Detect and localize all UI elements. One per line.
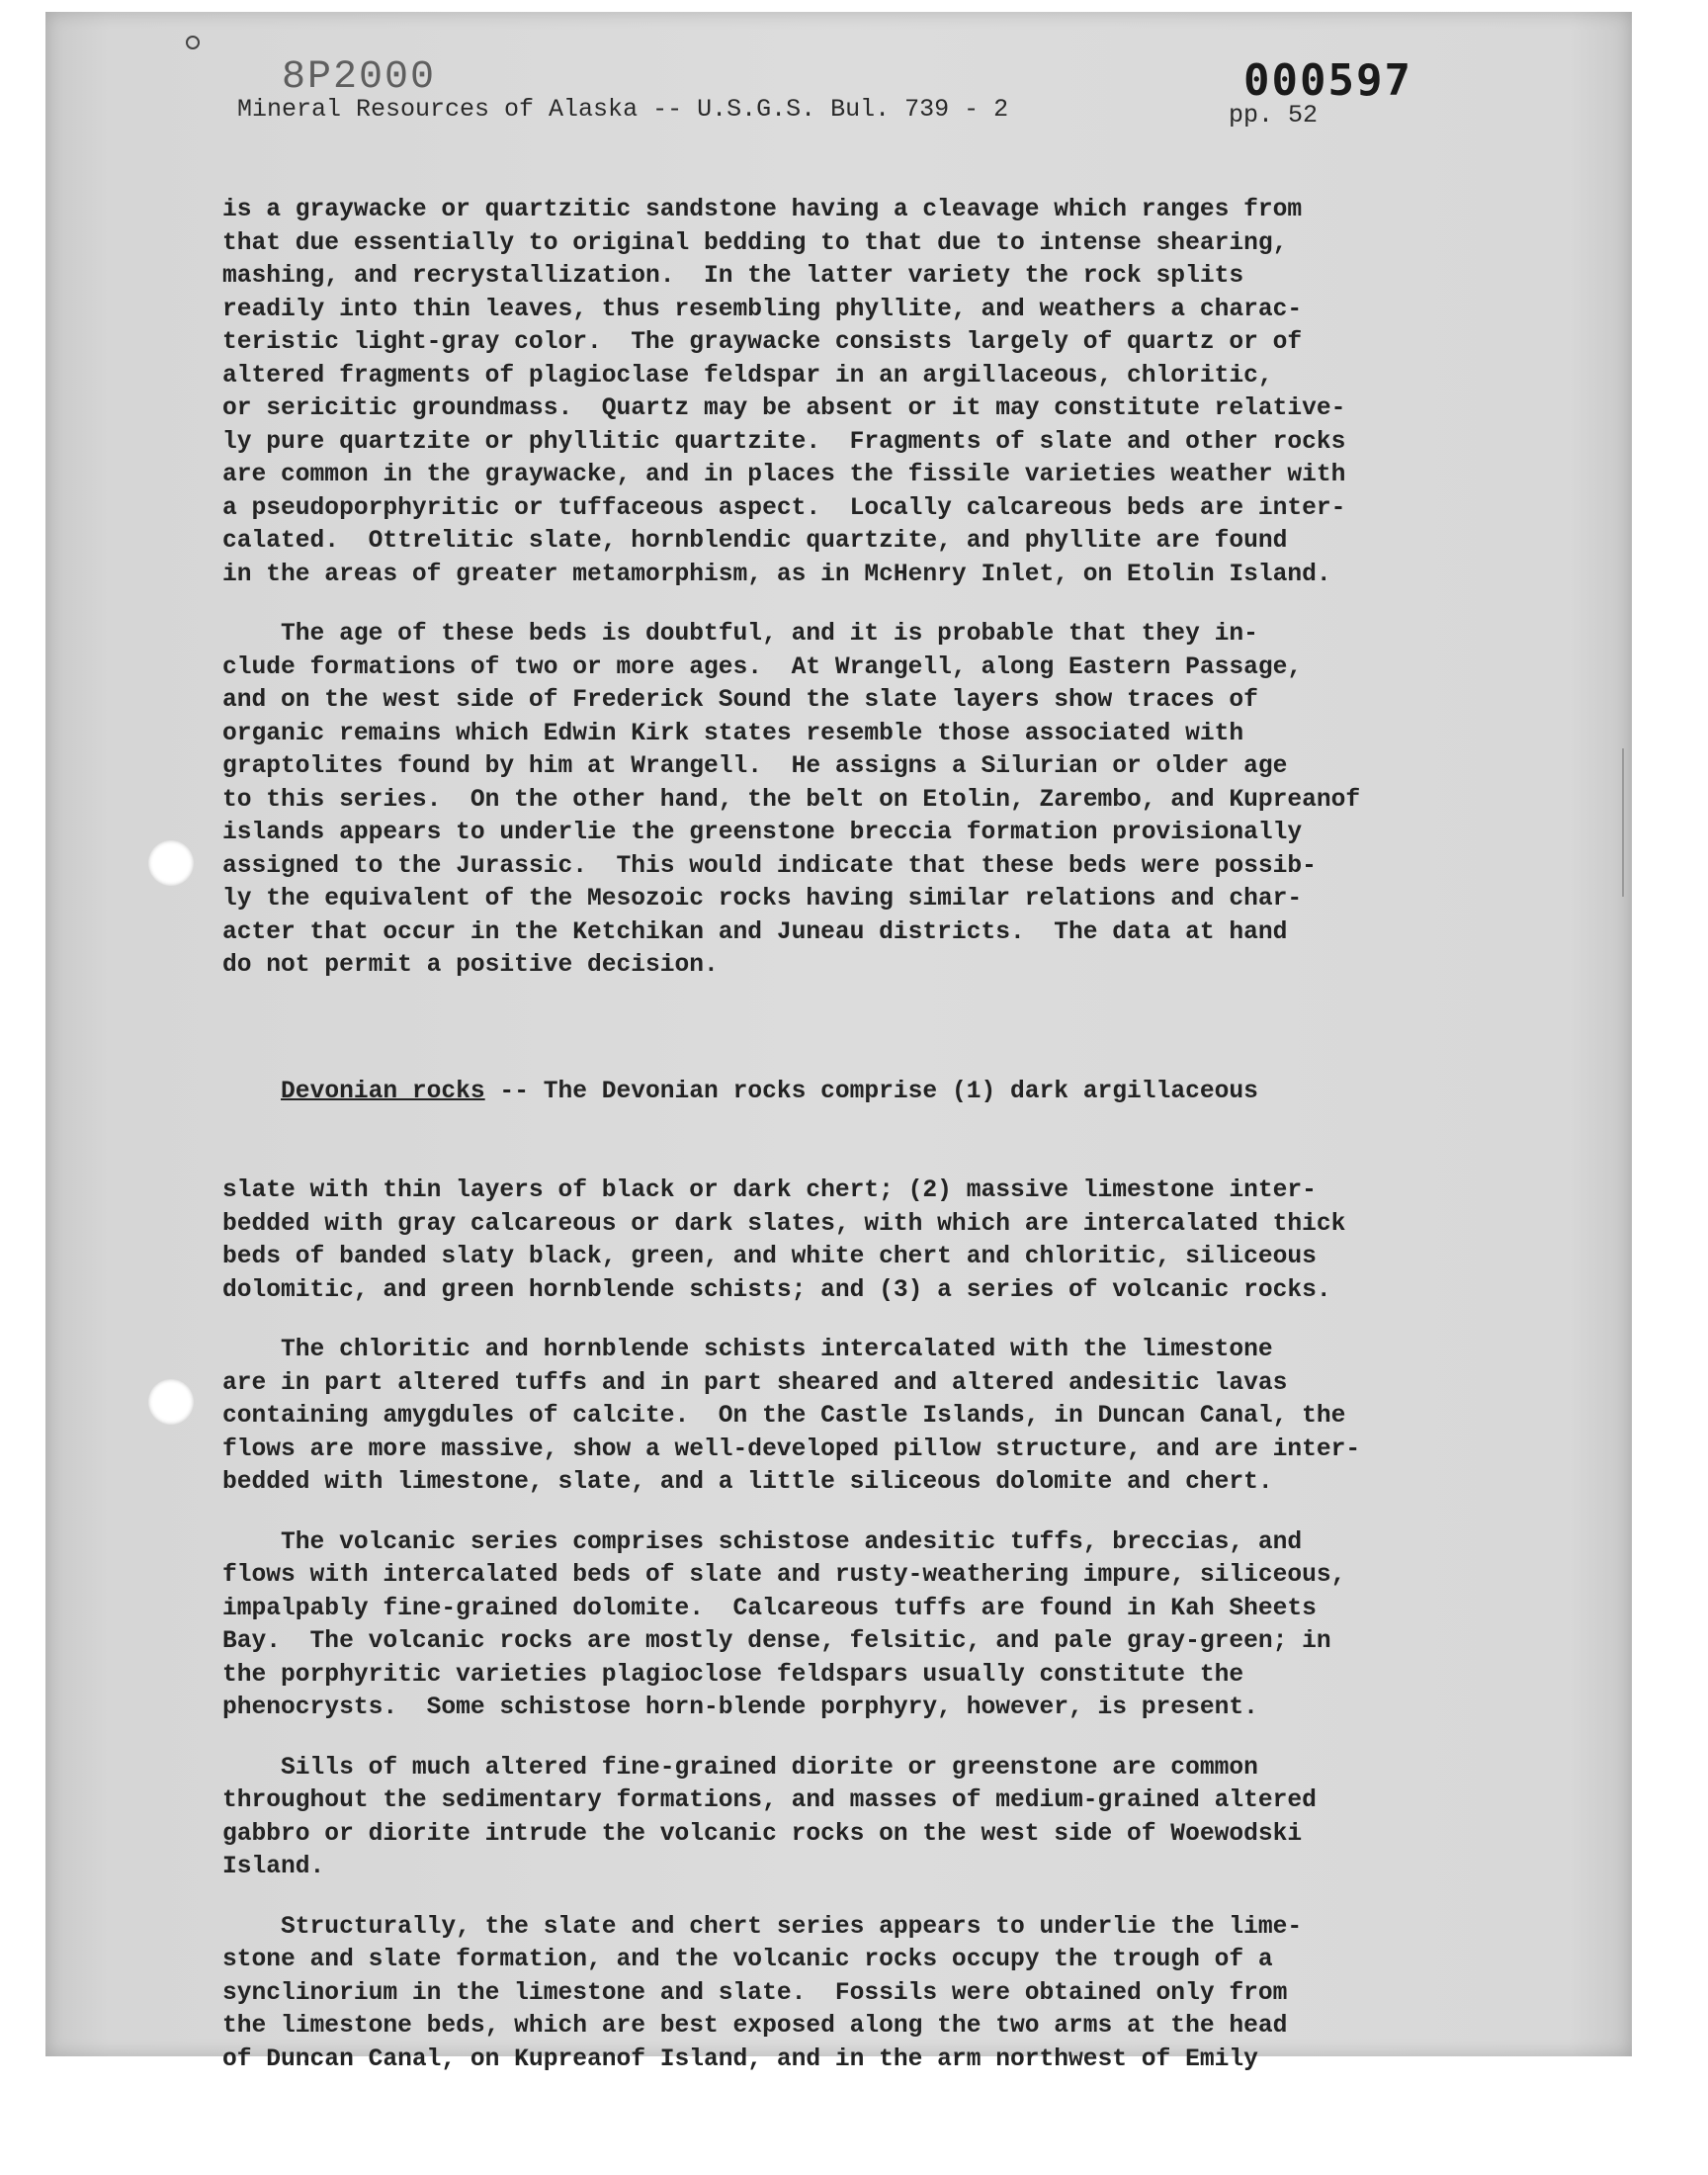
paragraph <box>222 618 1547 983</box>
paragraph <box>222 194 1547 591</box>
paragraph-line: bedded with limestone, slate, and a little siliceous dolomite and chert. <box>222 1469 1273 1496</box>
paragraph-line: beds of banded slaty black, green, and white chert and chloritic, siliceous <box>222 1244 1317 1270</box>
paragraph-line: The volcanic series comprises schistose andesitic tuffs, breccias, and <box>222 1528 1303 1556</box>
paragraph-line: or sericitic groundmass. Quartz may be absent or it may constitute relative- <box>222 395 1346 422</box>
paragraph-line: in the areas of greater metamorphism, as in McHenry Inlet, on Etolin Island. <box>222 561 1331 588</box>
paragraph <box>222 1009 1547 1308</box>
paragraph-line: altered fragments of plagioclase feldspar in an argillaceous, chloritic, <box>222 362 1273 390</box>
paragraph-line: containing amygdules of calcite. On the Castle Islands, in Duncan Canal, the <box>222 1403 1346 1430</box>
paragraph-line: acter that occur in the Ketchikan and Juneau districts. The data at hand <box>222 918 1288 946</box>
paragraph-line: Sills of much altered fine-grained diorite or greenstone are common <box>222 1754 1258 1782</box>
paragraph-line: impalpably fine-grained dolomite. Calcareous tuffs are found in Kah Sheets <box>222 1595 1317 1622</box>
paragraph <box>222 1752 1547 1884</box>
paragraph-line: Bay. The volcanic rocks are mostly dense, felsitic, and pale gray-green; in <box>222 1628 1331 1655</box>
paragraph-line: of Duncan Canal, on Kupreanof Island, and in the arm northwest of Emily <box>222 2045 1258 2073</box>
paragraph-line: teristic light-gray color. The graywacke consists largely of quartz or of <box>222 329 1303 356</box>
margin-mark <box>1622 748 1624 897</box>
paragraph-line: graptolites found by him at Wrangell. He assigns a Silurian or older age <box>222 753 1288 780</box>
paragraph <box>222 1526 1547 1725</box>
paragraph-line: that due essentially to original bedding to that due to intense shearing, <box>222 229 1288 257</box>
paragraph-line: calated. Ottrelitic slate, hornblendic quartzite, and phyllite are found <box>222 528 1288 555</box>
paragraph-line: flows with intercalated beds of slate and rusty-weathering impure, siliceous, <box>222 1562 1346 1589</box>
paragraph-line: and on the west side of Frederick Sound the slate layers show traces of <box>222 687 1258 714</box>
paragraph-line: gabbro or diorite intrude the volcanic rocks on the west side of Woewodski <box>222 1820 1303 1848</box>
paragraph-line: is a graywacke or quartzitic sandstone having a cleavage which ranges from <box>222 197 1303 223</box>
paragraph-line: the porphyritic varieties plagioclose feldspars usually constitute the <box>222 1661 1244 1689</box>
paragraph <box>222 1334 1547 1500</box>
paragraph-line: readily into thin leaves, thus resembling phyllite, and weathers a charac- <box>222 296 1303 323</box>
paragraph-line: are common in the graywacke, and in places the fissile varieties weather with <box>222 462 1346 488</box>
page-number: pp. 52 <box>1229 101 1319 130</box>
paragraph-line: The chloritic and hornblende schists intercalated with the limestone <box>222 1337 1273 1363</box>
paragraph-line: to this series. On the other hand, the belt on Etolin, Zarembo, and Kupreanof <box>222 786 1361 814</box>
paragraph-line: do not permit a positive decision. <box>222 952 719 979</box>
punch-hole <box>148 840 194 886</box>
paragraph-line: the limestone beds, which are best exposed along the two arms at the head <box>222 2013 1288 2040</box>
document-stamp-left: 8P2000 <box>282 55 437 100</box>
paragraph-line: The age of these beds is doubtful, and it is probable that they in- <box>222 621 1258 648</box>
paragraph-line: Structurally, the slate and chert series appears to underlie the lime- <box>222 1913 1303 1941</box>
paragraph-line: slate with thin layers of black or dark chert; (2) massive limestone inter- <box>222 1177 1317 1204</box>
paragraph-line: islands appears to underlie the greenstone breccia formation provisionally <box>222 820 1303 846</box>
body-text <box>222 194 1547 2103</box>
paragraph-line: bedded with gray calcareous or dark slates, with which are intercalated thick <box>222 1210 1346 1238</box>
paragraph-line: are in part altered tuffs and in part sheared and altered andesitic lavas <box>222 1369 1288 1397</box>
paragraph-line: Island. <box>222 1854 325 1880</box>
paragraph-line: mashing, and recrystallization. In the latter variety the rock splits <box>222 263 1244 290</box>
paragraph-line: organic remains which Edwin Kirk states resemble those associated with <box>222 720 1244 747</box>
paragraph-line <box>222 1076 1547 1109</box>
paragraph-line: ly pure quartzite or phyllitic quartzite. Fragments of slate and other rocks <box>222 428 1346 456</box>
paragraph-line: throughout the sedimentary formations, and masses of medium-grained altered <box>222 1787 1317 1814</box>
paragraph-line: ly the equivalent of the Mesozoic rocks having similar relations and char- <box>222 886 1303 913</box>
paragraph-line: phenocrysts. Some schistose horn-blende porphyry, however, is present. <box>222 1695 1258 1721</box>
section-heading: Devonian rocks <box>281 1078 485 1105</box>
paragraph-line: assigned to the Jurassic. This would indicate that these beds were possib- <box>222 852 1317 880</box>
paragraph-line: clude formations of two or more ages. At Wrangell, along Eastern Passage, <box>222 653 1303 681</box>
punch-hole <box>148 1379 194 1425</box>
paragraph <box>222 1911 1547 2077</box>
paragraph-line-text: -- The Devonian rocks comprise (1) dark argillaceous <box>484 1078 1258 1105</box>
paragraph-line: synclinorium in the limestone and slate. Fossils were obtained only from <box>222 1979 1288 2007</box>
corner-mark <box>186 36 200 49</box>
document-stamp-right: 000597 <box>1243 55 1412 106</box>
paragraph-line: flows are more massive, show a well-developed pillow structure, and are inter- <box>222 1436 1361 1463</box>
paragraph-line: dolomitic, and green hornblende schists; and (3) a series of volcanic rocks. <box>222 1276 1331 1304</box>
page-header-title: Mineral Resources of Alaska -- U.S.G.S. Bul. 739 - 2 <box>237 95 1009 124</box>
paragraph-line: a pseudoporphyritic or tuffaceous aspect. Locally calcareous beds are inter- <box>222 494 1346 522</box>
paragraph-line: stone and slate formation, and the volcanic rocks occupy the trough of a <box>222 1947 1273 1973</box>
